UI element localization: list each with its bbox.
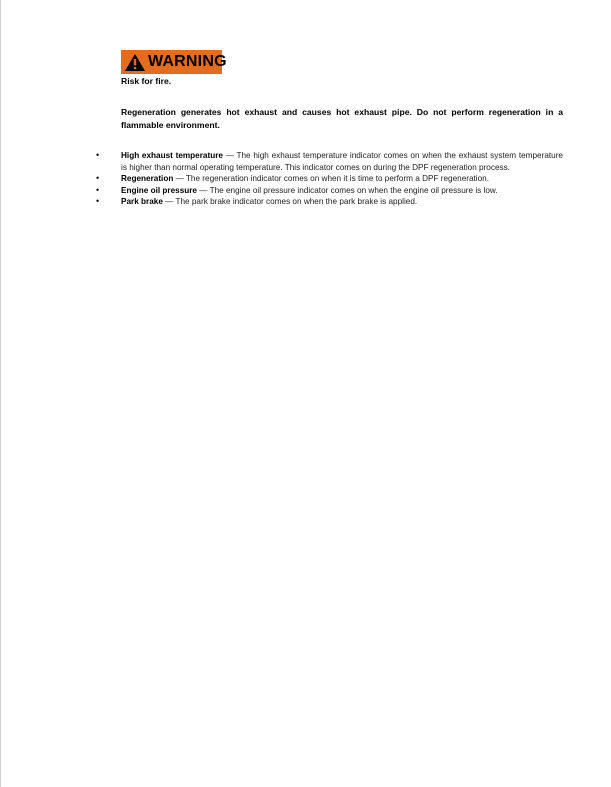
bullet: • — [96, 196, 100, 206]
list-item — [96, 173, 563, 185]
indicator-description: — The engine oil pressure indicator comes on when the engine oil pressure is low. — [196, 185, 498, 195]
indicator-list — [96, 150, 563, 208]
warning-badge — [121, 50, 227, 74]
indicator-term: Engine oil pressure — [121, 185, 197, 195]
bullet: • — [96, 150, 100, 160]
bullet: • — [96, 173, 100, 183]
list-item — [96, 185, 563, 197]
indicator-description: — The high exhaust temperature indicator comes on when the exhaust system temperature is higher than normal operating temperature. This indicator comes on during the DPF regeneration process. — [121, 151, 563, 172]
page-edge — [0, 0, 1, 787]
indicator-description: — The park brake indicator comes on when the park brake is applied. — [162, 197, 418, 206]
indicator-term: Park brake — [121, 197, 163, 206]
list-item — [96, 150, 563, 173]
indicator-term: Regeneration — [121, 174, 174, 183]
indicator-description: — The regeneration indicator comes on when it is time to perform a DPF regeneration. — [173, 174, 490, 183]
warning-label: WARNING — [148, 53, 227, 70]
list-item — [96, 196, 563, 208]
warning-text: Regeneration generates hot exhaust and causes hot exhaust pipe. Do not perform regeneration in a flammable environment. — [121, 107, 563, 130]
warning-triangle-icon — [124, 53, 146, 72]
risk-statement: Risk for fire. — [121, 76, 172, 86]
indicator-term: High exhaust temperature — [121, 151, 223, 160]
bullet: • — [96, 184, 100, 195]
